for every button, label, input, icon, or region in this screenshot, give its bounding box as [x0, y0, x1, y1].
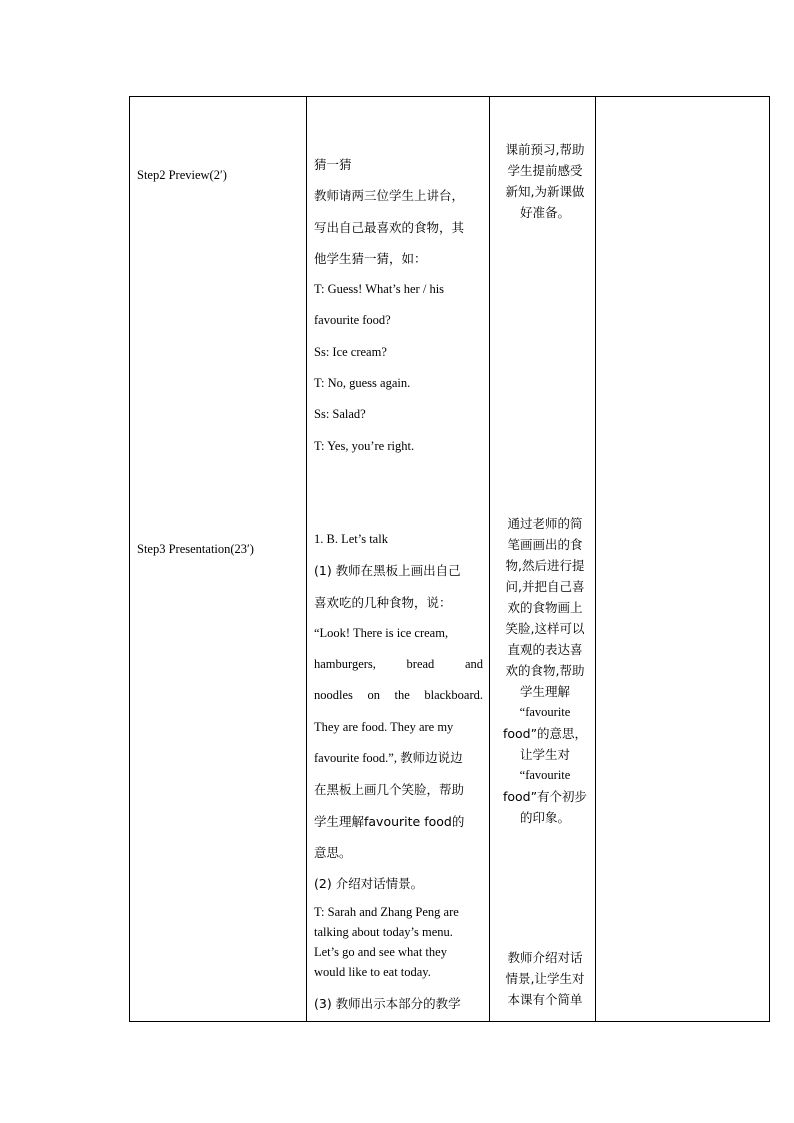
step3-label: Step3 Presentation(23′): [137, 542, 254, 556]
activity-line: 猜一猜: [314, 157, 352, 172]
column-divider: [489, 97, 490, 1021]
column-divider: [595, 97, 596, 1021]
dialog-block: [314, 902, 483, 982]
purpose-line: 新知,为新课做: [505, 184, 585, 199]
activity-line: favourite food?: [314, 313, 391, 328]
purpose-line: 直观的表达喜: [507, 642, 583, 657]
step2-activity: [314, 149, 483, 462]
step3-purpose: [495, 513, 595, 828]
dialog-line: would like to eat today.: [314, 964, 431, 979]
activity-line: 喜欢吃的几种食物，说：: [314, 594, 452, 610]
step2-label: Step2 Preview(2′): [137, 168, 227, 182]
purpose-line: 学生理解: [519, 684, 570, 699]
activity-line: Ss: Salad?: [314, 407, 366, 422]
activity-line: T: Guess! What’s her / his: [314, 282, 445, 297]
step2-purpose: [495, 139, 595, 223]
activity-line: hamburgers, bread and: [314, 657, 483, 672]
activity-line: 意思。: [314, 844, 352, 860]
dialog-line: T: Sarah and Zhang Peng are: [314, 904, 459, 919]
dialog-line: talking about today’s menu.: [314, 924, 453, 939]
purpose-line: “favourite: [519, 705, 571, 719]
purpose-line: 通过老师的简: [507, 516, 583, 531]
activity-line: They are food. They are my: [314, 719, 454, 734]
step3-activity: [314, 524, 483, 1019]
purpose-line: 情景,让学生对: [505, 971, 585, 986]
activity-line: favourite food.”, 教师边说边: [314, 751, 463, 766]
activity-line: 在黑板上画几个笑脸，帮助: [314, 782, 465, 798]
purpose-line: 笑脸,这样可以: [505, 621, 585, 636]
activity-line: 学生理解favourite food的: [314, 813, 465, 829]
purpose-line: 课前预习,帮助: [505, 142, 585, 157]
purpose-line: 的印象。: [519, 810, 570, 825]
purpose-line: 欢的食物画上: [507, 600, 583, 615]
purpose-line: 笔画画出的食: [507, 537, 583, 552]
dialog-line: Let’s go and see what they: [314, 944, 447, 959]
activity-line: 他学生猜一猜，如：: [314, 250, 427, 266]
purpose-line: food”的意思，: [502, 726, 588, 741]
activity-line: 写出自己最喜欢的食物，其: [314, 219, 465, 235]
purpose-line: 欢的食物,帮助: [505, 663, 585, 678]
purpose-line: food”有个初步: [502, 789, 588, 804]
activity-line: T: Yes, you’re right.: [314, 438, 415, 453]
activity-line: (1) 教师在黑板上画出自己: [314, 563, 461, 579]
activity-line: noodles on the blackboard.: [314, 688, 483, 703]
activity-line: Ss: Ice cream?: [314, 344, 387, 359]
activity-line: “Look! There is ice cream,: [314, 625, 449, 640]
purpose-line: 问,并把自己喜: [505, 579, 585, 594]
purpose-line: 让学生对: [519, 747, 570, 762]
activity-line: (2) 介绍对话情景。: [314, 876, 424, 892]
activity-line: T: No, guess again.: [314, 376, 411, 391]
activity-line: (3) 教师出示本部分的教学: [314, 995, 461, 1011]
activity-line: 教师请两三位学生上讲台，: [314, 188, 465, 204]
purpose-line: 物,然后进行提: [505, 558, 585, 573]
step3-purpose-2: [495, 947, 595, 1010]
activity-line: 1. B. Let’s talk: [314, 532, 388, 546]
purpose-line: “favourite: [519, 768, 571, 782]
purpose-line: 学生提前感受: [507, 163, 583, 178]
purpose-line: 本课有个简单: [507, 992, 583, 1007]
lesson-plan-table: [129, 96, 770, 1022]
purpose-line: 好准备。: [519, 205, 570, 220]
purpose-line: 教师介绍对话: [507, 950, 583, 965]
column-divider: [306, 97, 307, 1021]
